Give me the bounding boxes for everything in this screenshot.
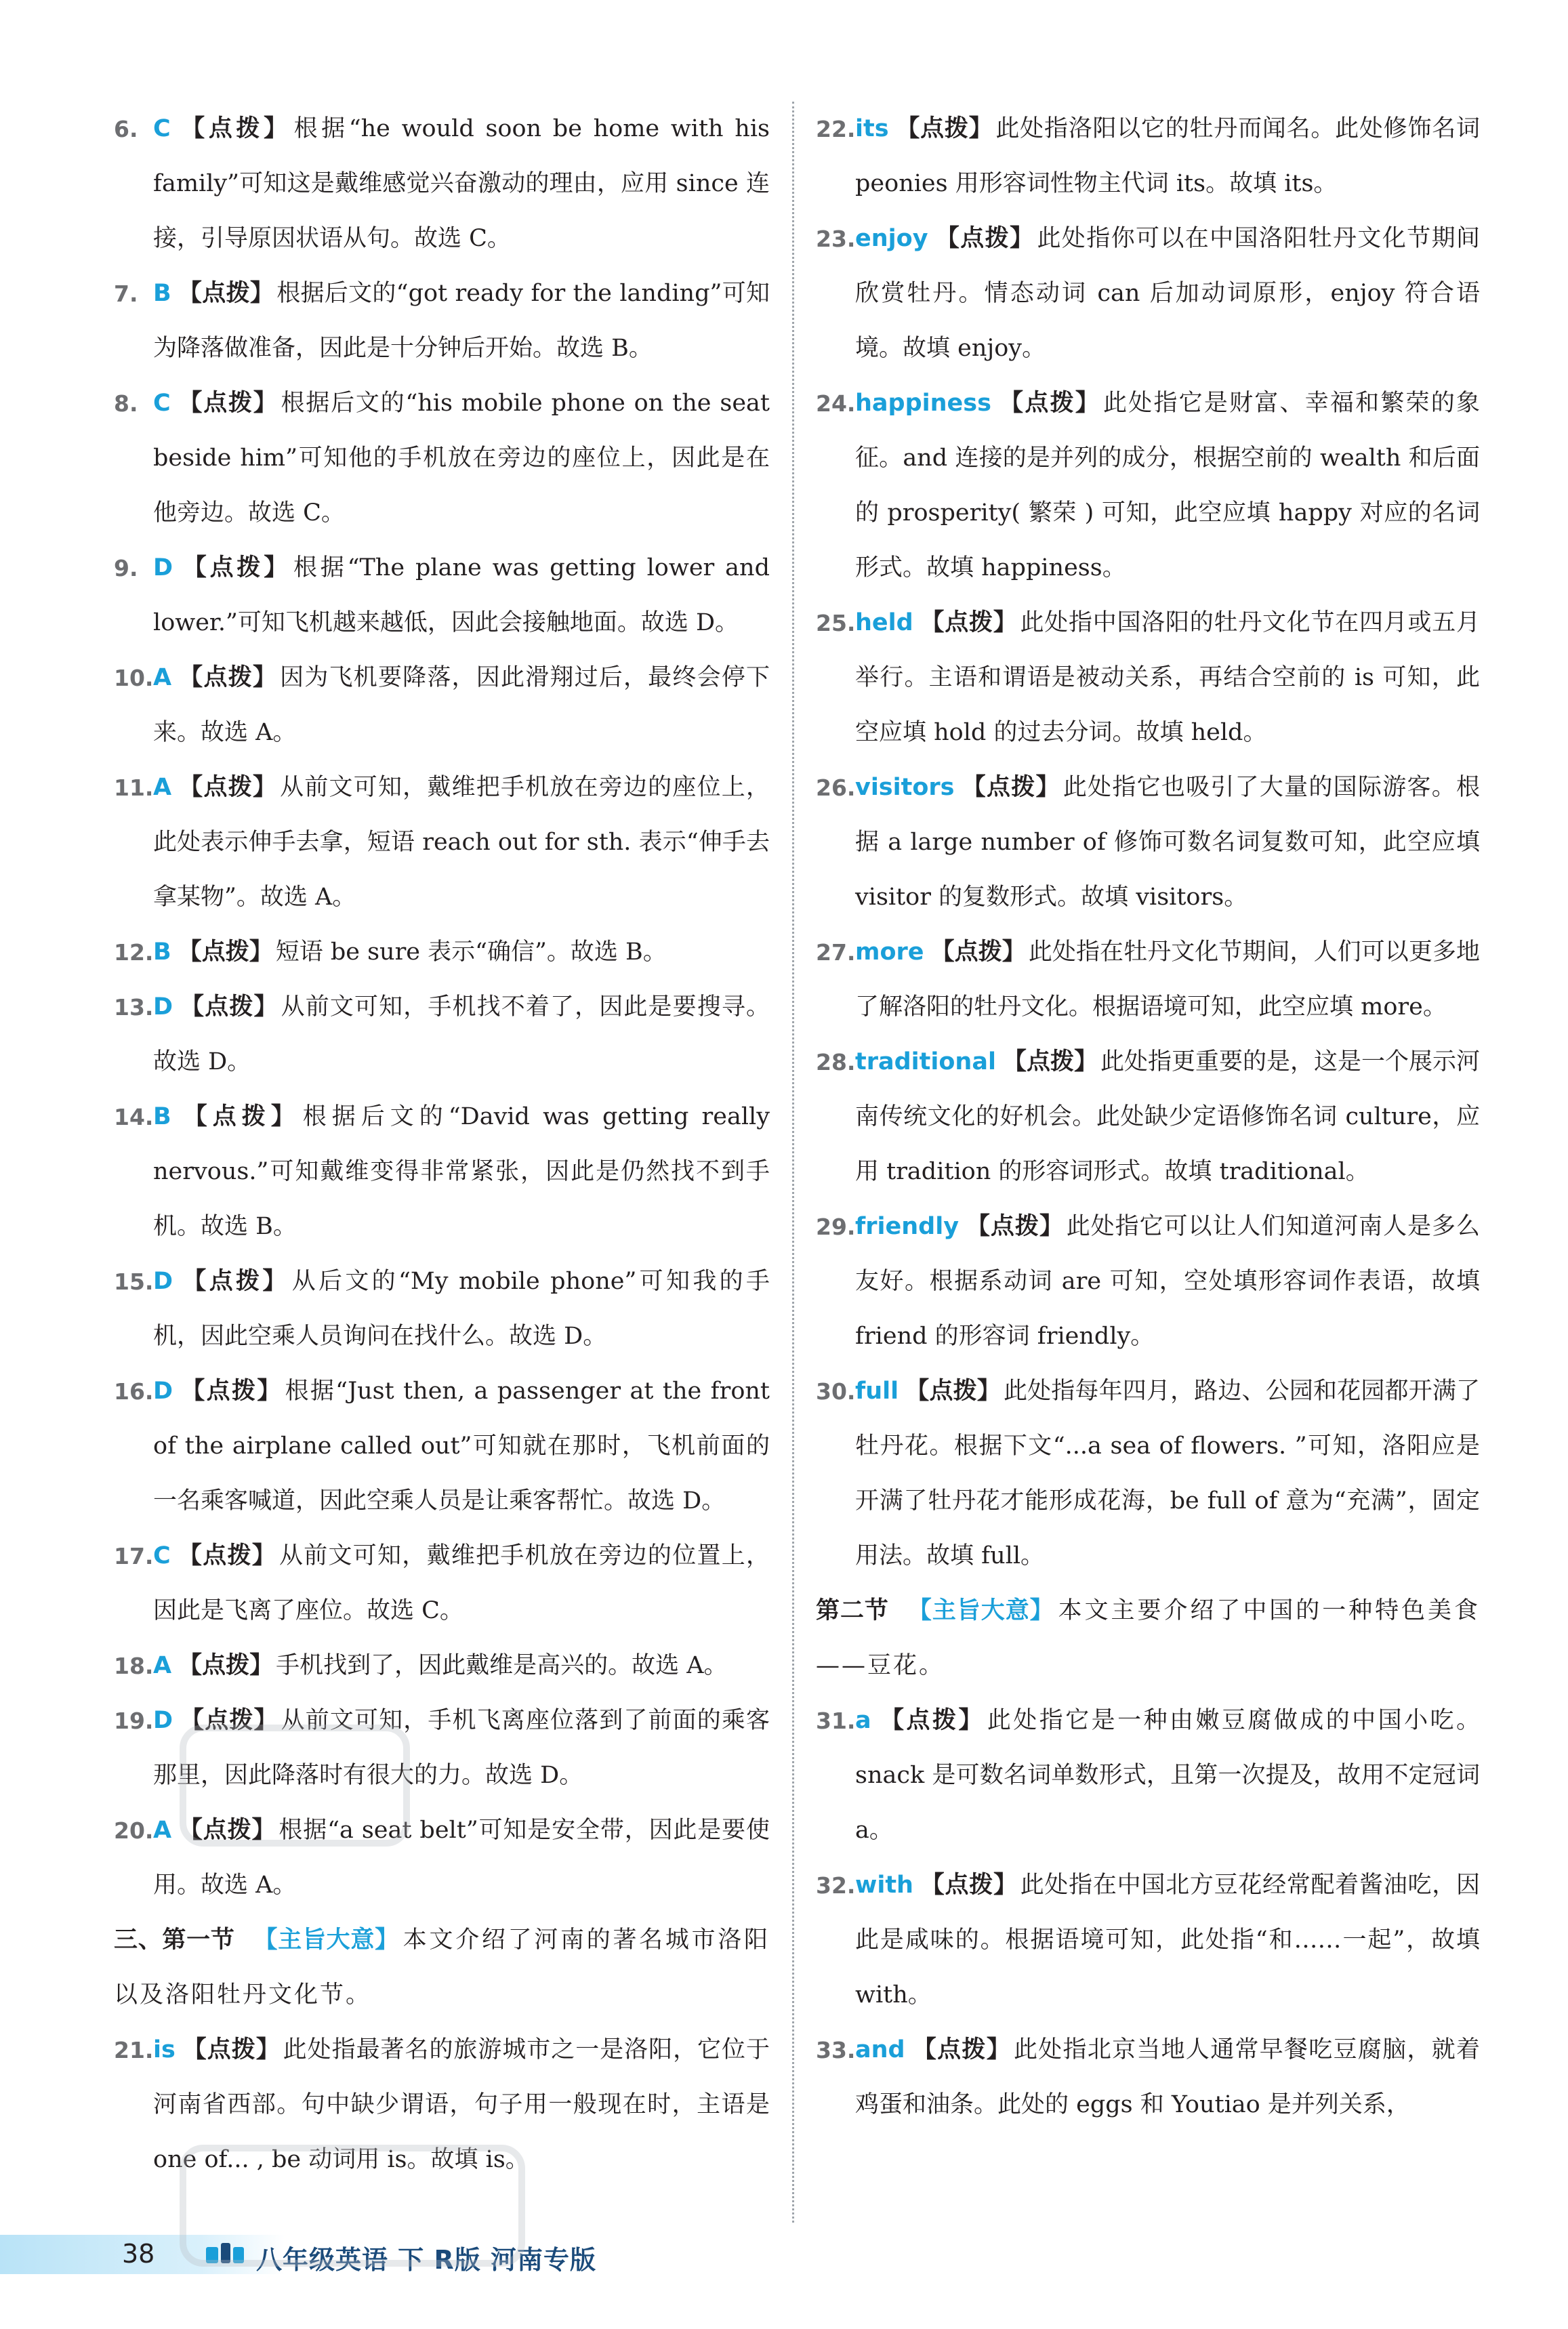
- main-idea-tag: 【主旨大意】: [253, 1926, 399, 1954]
- page-footer: [0, 2235, 1568, 2274]
- answer-item: [816, 1858, 1480, 2023]
- explanation-text: 短语 be sure 表示“确信”。故选 B。: [275, 939, 667, 966]
- answer-item: [114, 266, 770, 376]
- answer-item: [114, 1638, 770, 1693]
- hint-tag: 【点拨】: [178, 1652, 274, 1679]
- hint-tag: 【点拨】: [178, 1817, 276, 1844]
- answer-item: [114, 1254, 770, 1364]
- answer-key: its: [855, 115, 889, 142]
- answer-item: [114, 1090, 770, 1254]
- answer-key: D: [153, 554, 173, 581]
- hint-tag: 【点拨】: [180, 993, 278, 1021]
- hint-tag: 【点拨】: [178, 1103, 300, 1130]
- answer-key: enjoy: [855, 225, 928, 252]
- question-number: 29.: [816, 1214, 856, 1240]
- answer-item: [816, 596, 1480, 760]
- explanation-text: 此处指它可以让人们知道河南人是多么友好。根据系动词 are 可知，空处填形容词作表语，故填 friend 的形容词 friendly。: [855, 1213, 1480, 1350]
- question-number: 12.: [114, 939, 154, 966]
- hint-tag: 【点拨】: [180, 1268, 289, 1295]
- hint-tag: 【点拨】: [178, 774, 278, 801]
- explanation-text: 此处指洛阳以它的牡丹而闻名。此处修饰名词 peonies 用形容词性物主代词 its。故填 its。: [855, 115, 1480, 197]
- explanation-text: 因为飞机要降落，因此滑翔过后，最终会停下来。故选 A。: [153, 664, 770, 746]
- question-number: 16.: [114, 1378, 154, 1405]
- main-idea-text: 本文介绍了河南的著名城市洛阳以及洛阳牡丹文化节。: [114, 1926, 770, 2008]
- question-number: 8.: [114, 390, 138, 417]
- explanation-text: 根据“The plane was getting lower and lower.”可知飞机越来越低，因此会接触地面。故选 D。: [153, 554, 770, 636]
- hint-tag: 【点拨】: [895, 115, 993, 142]
- answer-key: happiness: [855, 390, 991, 417]
- explanation-text: 此处指最著名的旅游城市之一是洛阳，它位于河南省西部。句中缺少谓语，句子用一般现在时，主语是 one of... , be 动词用 is。故填 is。: [153, 2036, 770, 2173]
- answer-key: and: [855, 2036, 905, 2063]
- question-number: 21.: [114, 2037, 154, 2063]
- explanation-text: 手机找到了，因此戴维是高兴的。故选 A。: [276, 1652, 728, 1679]
- question-number: 23.: [816, 226, 856, 252]
- explanation-text: 根据后文的“his mobile phone on the seat beside him”可知他的手机放在旁边的座位上，因此是在他旁边。故选 C。: [153, 390, 770, 527]
- explanation-text: 从前文可知，手机飞离座位落到了前面的乘客那里，因此降落时有很大的力。故选 D。: [153, 1707, 770, 1789]
- hint-tag: 【点拨】: [920, 609, 1018, 636]
- answer-key: C: [153, 390, 171, 417]
- answer-item: [816, 1035, 1480, 1199]
- answer-item: [114, 376, 770, 541]
- answer-item: [114, 925, 770, 980]
- explanation-text: 此处指在牡丹文化节期间，人们可以更多地了解洛阳的牡丹文化。根据语境可知，此空应填 more。: [855, 939, 1480, 1021]
- question-number: 31.: [816, 1708, 856, 1734]
- question-number: 30.: [816, 1378, 856, 1405]
- answer-key: A: [153, 664, 172, 691]
- explanation-text: 根据“a seat belt”可知是安全带，因此是要使用。故选 A。: [153, 1817, 770, 1899]
- explanation-text: 根据“Just then, a passenger at the front of the airplane called out”可知就在那时，飞机前面的一名乘客喊道，因此空乘人员是让乘客帮忙。故选 D。: [153, 1378, 770, 1514]
- answer-key: D: [153, 1268, 173, 1295]
- answer-item: [114, 760, 770, 925]
- question-number: 15.: [114, 1269, 154, 1295]
- section-header-part3: [114, 1913, 770, 2023]
- answer-key: A: [153, 1817, 172, 1844]
- answer-item: [114, 2023, 770, 2187]
- answer-item: [816, 1693, 1480, 1858]
- explanation-text: 从后文的“My mobile phone”可知我的手机，因此空乘人员询问在找什么。故选 D。: [153, 1268, 770, 1350]
- explanation-text: 此处指在中国北方豆花经常配着酱油吃，因此是咸味的。根据语境可知，此处指“和……一起”，故填 with。: [855, 1872, 1480, 2008]
- question-number: 20.: [114, 1817, 154, 1844]
- question-number: 33.: [816, 2037, 856, 2063]
- hint-tag: 【点拨】: [905, 1378, 1001, 1405]
- answer-item: [114, 1364, 770, 1529]
- explanation-text: 此处指它是一种由嫩豆腐做成的中国小吃。snack 是可数名词单数形式，且第一次提及，故用不定冠词 a。: [855, 1707, 1480, 1844]
- main-idea-tag: 【主旨大意】: [907, 1597, 1054, 1624]
- answer-key: held: [855, 609, 913, 636]
- answer-item: [114, 651, 770, 760]
- answer-item: [816, 925, 1480, 1035]
- answer-item: [816, 760, 1480, 925]
- explanation-text: 此处指每年四月，路边、公园和花园都开满了牡丹花。根据下文“...a sea of flowers. ”可知，洛阳应是开满了牡丹花才能形成花海，be full of 意为“充满”，固定用法。故填 full。: [855, 1378, 1480, 1569]
- section-header-part2: [816, 1584, 1480, 1693]
- hint-tag: 【点拨】: [911, 2036, 1011, 2063]
- section-label: 第二节: [816, 1597, 889, 1624]
- explanation-text: 从前文可知，戴维把手机放在旁边的座位上，此处表示伸手去拿，短语 reach out for sth. 表示“伸手去拿某物”。故选 A。: [153, 774, 770, 911]
- question-number: 13.: [114, 994, 154, 1021]
- explanation-text: 此处指它也吸引了大量的国际游客。根据 a large number of 修饰可数名词复数可知，此空应填 visitor 的复数形式。故填 visitors。: [855, 774, 1480, 911]
- question-number: 17.: [114, 1543, 154, 1569]
- answer-key: a: [855, 1707, 871, 1734]
- explanation-text: 从前文可知，手机找不着了，因此是要搜寻。故选 D。: [153, 993, 770, 1075]
- explanation-text: 根据“he would soon be home with his family”可知这是戴维感觉兴奋激动的理由，应用 since 连接，引导原因状语从句。故选 C。: [153, 115, 770, 252]
- question-number: 9.: [114, 555, 138, 581]
- hint-tag: 【点拨】: [180, 1707, 278, 1734]
- hint-tag: 【点拨】: [182, 2036, 281, 2063]
- right-column: [816, 102, 1480, 2132]
- explanation-text: 此处指它是财富、幸福和繁荣的象征。and 连接的是并列的成分，根据空前的 wealth 和后面的 prosperity( 繁荣 ) 可知，此空应填 happy 对应的名词形式。故填 happiness。: [855, 390, 1480, 581]
- explanation-text: 此处指中国洛阳的牡丹文化节在四月或五月举行。主语和谓语是被动关系，再结合空前的 is 可知，此空应填 hold 的过去分词。故填 held。: [855, 609, 1480, 746]
- hint-tag: 【点拨】: [934, 225, 1035, 252]
- page-number: 38: [122, 2239, 155, 2269]
- question-number: 6.: [114, 116, 138, 142]
- answer-key: D: [153, 1707, 173, 1734]
- answer-key: A: [153, 1652, 172, 1679]
- column-divider: [792, 102, 794, 2223]
- question-number: 27.: [816, 939, 856, 966]
- answer-item: [816, 1199, 1480, 1364]
- answer-key: D: [153, 1378, 173, 1405]
- hint-tag: 【点拨】: [920, 1872, 1018, 1899]
- answer-key: B: [153, 280, 171, 307]
- brand-logo-icon: [203, 2238, 247, 2270]
- hint-tag: 【点拨】: [177, 1542, 276, 1569]
- question-number: 7.: [114, 281, 138, 307]
- question-number: 25.: [816, 610, 856, 636]
- answer-item: [816, 376, 1480, 596]
- hint-tag: 【点拨】: [180, 554, 291, 581]
- answer-key: more: [855, 939, 924, 966]
- answer-key: C: [153, 115, 171, 142]
- question-number: 28.: [816, 1049, 856, 1075]
- answer-item: [816, 1364, 1480, 1584]
- answer-item: [816, 211, 1480, 376]
- explanation-text: 此处指更重要的是，这是一个展示河南传统文化的好机会。此处缺少定语修饰名词 culture，应用 tradition 的形容词形式。故填 traditional。: [855, 1048, 1480, 1185]
- hint-tag: 【点拨】: [177, 390, 278, 417]
- answer-item: [114, 980, 770, 1090]
- answer-key: friendly: [855, 1213, 960, 1240]
- answer-key: C: [153, 1542, 171, 1569]
- answer-key: is: [153, 2036, 176, 2063]
- book-title: 八年级英语 下 R版 河南专版: [256, 2245, 596, 2275]
- left-column: [114, 102, 770, 2187]
- hint-tag: 【点拨】: [1002, 1048, 1098, 1075]
- hint-tag: 【点拨】: [930, 939, 1026, 966]
- answer-item: [114, 1529, 770, 1638]
- answer-key: visitors: [855, 774, 955, 801]
- hint-tag: 【点拨】: [961, 774, 1060, 801]
- hint-tag: 【点拨】: [178, 664, 278, 691]
- answer-item: [816, 2023, 1480, 2132]
- answer-key: with: [855, 1872, 913, 1899]
- answer-key: A: [153, 774, 172, 801]
- answer-item: [114, 1693, 770, 1803]
- explanation-text: 此处指北京当地人通常早餐吃豆腐脑，就着鸡蛋和油条。此处的 eggs 和 Youtiao 是并列关系，: [855, 2036, 1480, 2118]
- question-number: 32.: [816, 1872, 856, 1899]
- main-idea-text: 本文主要介绍了中国的一种特色美食——豆花。: [816, 1597, 1480, 1679]
- question-number: 11.: [114, 775, 154, 801]
- question-number: 22.: [816, 116, 856, 142]
- answer-key: traditional: [855, 1048, 996, 1075]
- hint-tag: 【点拨】: [997, 390, 1101, 417]
- answer-item: [114, 541, 770, 651]
- hint-tag: 【点拨】: [178, 939, 273, 966]
- answer-item: [114, 102, 770, 266]
- question-number: 26.: [816, 775, 856, 801]
- question-number: 18.: [114, 1653, 154, 1679]
- question-number: 24.: [816, 390, 856, 417]
- explanation-text: 根据后文的“got ready for the landing”可知为降落做准备，因此是十分钟后开始。故选 B。: [153, 280, 770, 362]
- answer-key: B: [153, 939, 171, 966]
- answer-key: B: [153, 1103, 171, 1130]
- hint-tag: 【点拨】: [178, 280, 274, 307]
- section-label: 三、第一节: [114, 1926, 235, 1954]
- question-number: 10.: [114, 665, 154, 691]
- answer-key: D: [153, 993, 173, 1021]
- hint-tag: 【点拨】: [177, 115, 291, 142]
- hint-tag: 【点拨】: [878, 1707, 985, 1734]
- question-number: 19.: [114, 1708, 154, 1734]
- answer-item: [114, 1803, 770, 1913]
- explanation-text: 此处指你可以在中国洛阳牡丹文化节期间欣赏牡丹。情态动词 can 后加动词原形，enjoy 符合语境。故填 enjoy。: [855, 225, 1480, 362]
- hint-tag: 【点拨】: [180, 1378, 283, 1405]
- question-number: 14.: [114, 1104, 154, 1130]
- answer-item: [816, 102, 1480, 211]
- hint-tag: 【点拨】: [966, 1213, 1064, 1240]
- answer-key: full: [855, 1378, 899, 1405]
- explanation-text: 从前文可知，戴维把手机放在旁边的位置上，因此是飞离了座位。故选 C。: [153, 1542, 770, 1624]
- explanation-text: 根据后文的“David was getting really nervous.”可知戴维变得非常紧张，因此是仍然找不到手机。故选 B。: [153, 1103, 770, 1240]
